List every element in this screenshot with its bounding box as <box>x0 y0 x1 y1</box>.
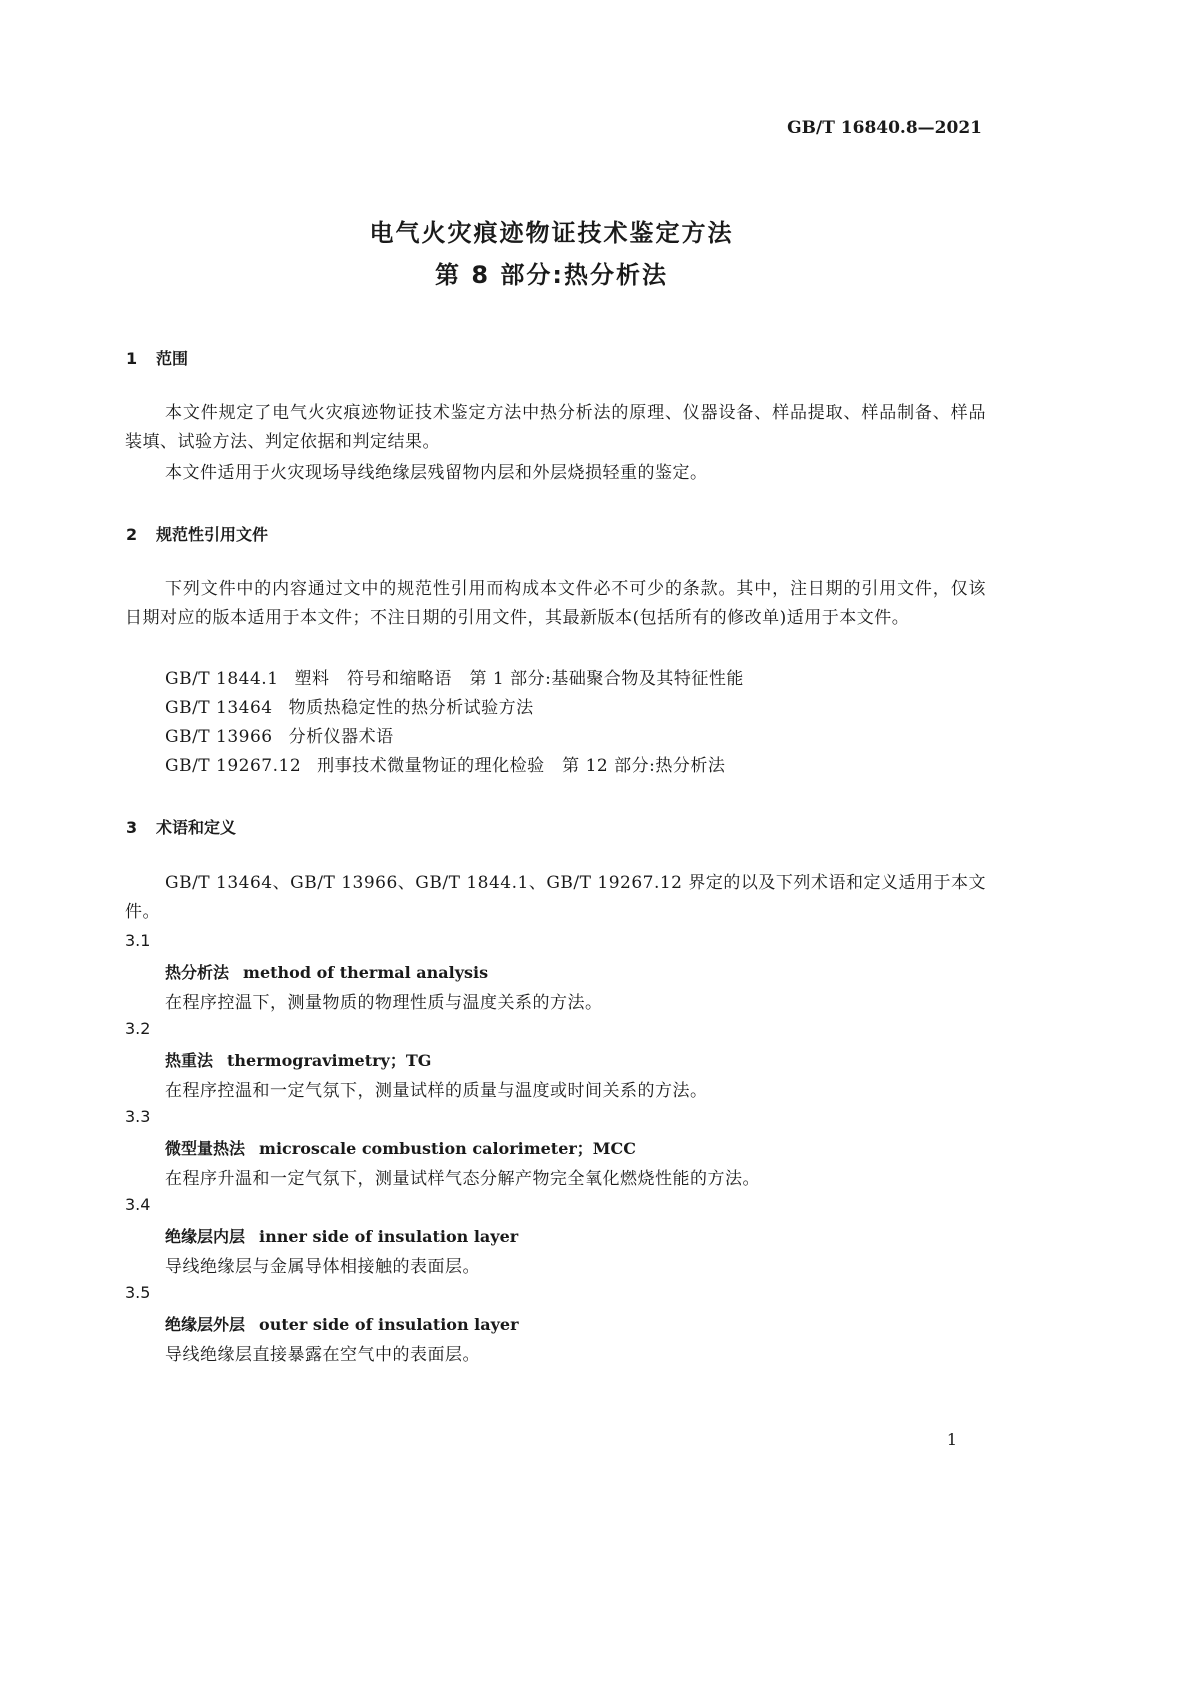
term-definition: 在程序控温和一定气氛下，测量试样的质量与温度或时间关系的方法。 <box>165 1081 708 1101</box>
term-zh: 绝缘层外层 <box>165 1315 246 1334</box>
document-subtitle: 第 8 部分:热分析法 <box>434 261 668 289</box>
page-number: 1 <box>946 1430 957 1449</box>
reference-item <box>165 722 394 747</box>
term-title <box>165 960 488 983</box>
term-number: 3.5 <box>125 1283 151 1302</box>
reference-title: 分析仪器术语 <box>288 727 394 747</box>
term-definition: 在程序升温和一定气氛下，测量试样气态分解产物完全氧化燃烧性能的方法。 <box>165 1169 760 1189</box>
section-heading-terms <box>126 815 236 838</box>
term-zh: 微型量热法 <box>165 1139 246 1158</box>
reference-code: GB/T 13966 <box>165 727 273 747</box>
term-title <box>165 1224 518 1247</box>
term-en: method of thermal analysis <box>243 963 489 982</box>
term-number: 3.1 <box>125 931 151 950</box>
term-definition: 在程序控温下，测量物质的物理性质与温度关系的方法。 <box>165 993 603 1013</box>
reference-title: 物质热稳定性的热分析试验方法 <box>288 698 534 718</box>
scope-paragraph-1: 本文件规定了电气火灾痕迹物证技术鉴定方法中热分析法的原理、仪器设备、样品提取、样品制备、样品装填、试验方法、判定依据和判定结果。 <box>125 403 986 452</box>
term-number: 3.3 <box>125 1107 151 1126</box>
term-title <box>165 1048 431 1071</box>
term-en: thermogravimetry；TG <box>227 1051 432 1070</box>
section-heading-normative-references <box>126 522 268 545</box>
term-en: outer side of insulation layer <box>259 1315 519 1334</box>
term-zh: 热重法 <box>165 1051 214 1070</box>
reference-code: GB/T 13464 <box>165 698 273 718</box>
term-definition: 导线绝缘层与金属导体相接触的表面层。 <box>165 1257 480 1277</box>
section-title: 规范性引用文件 <box>156 525 269 544</box>
section-number: 2 <box>126 525 138 544</box>
section-number: 1 <box>126 349 138 368</box>
section-title: 术语和定义 <box>156 818 237 837</box>
term-definition: 导线绝缘层直接暴露在空气中的表面层。 <box>165 1345 480 1365</box>
reference-item <box>165 751 725 776</box>
terms-intro: GB/T 13464、GB/T 13966、GB/T 1844.1、GB/T 19267.12 界定的以及下列术语和定义适用于本文件。 <box>125 873 986 922</box>
reference-title: 刑事技术微量物证的理化检验 第 12 部分:热分析法 <box>317 756 726 776</box>
standard-code: GB/T 16840.8—2021 <box>787 118 982 138</box>
reference-title: 塑料 符号和缩略语 第 1 部分:基础聚合物及其特征性能 <box>294 669 744 689</box>
term-number: 3.4 <box>125 1195 151 1214</box>
references-intro: 下列文件中的内容通过文中的规范性引用而构成本文件必不可少的条款。其中，注日期的引用文件，仅该日期对应的版本适用于本文件；不注日期的引用文件，其最新版本(包括所有的修改单)适用于本文件。 <box>125 579 986 628</box>
term-number: 3.2 <box>125 1019 151 1038</box>
term-title <box>165 1136 636 1159</box>
term-en: microscale combustion calorimeter；MCC <box>259 1139 636 1158</box>
term-title <box>165 1312 519 1335</box>
section-number: 3 <box>126 818 138 837</box>
reference-code: GB/T 19267.12 <box>165 756 302 776</box>
reference-item <box>165 664 744 689</box>
term-zh: 绝缘层内层 <box>165 1227 246 1246</box>
scope-paragraph-2: 本文件适用于火灾现场导线绝缘层残留物内层和外层烧损轻重的鉴定。 <box>165 463 708 483</box>
document-title: 电气火灾痕迹物证技术鉴定方法 <box>369 219 734 247</box>
section-title: 范围 <box>156 349 189 368</box>
section-heading-scope <box>126 346 188 369</box>
term-zh: 热分析法 <box>165 963 230 982</box>
reference-item <box>165 693 534 718</box>
reference-code: GB/T 1844.1 <box>165 669 279 689</box>
term-en: inner side of insulation layer <box>259 1227 519 1246</box>
